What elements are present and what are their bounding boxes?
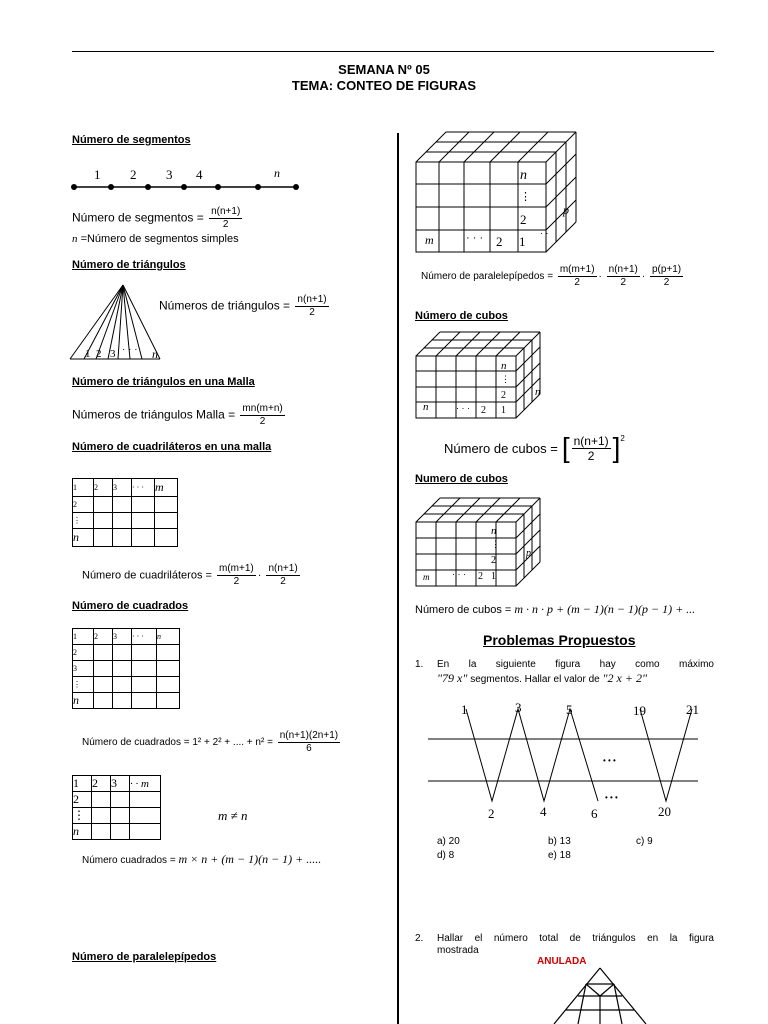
segment-label-4: 4 (196, 167, 203, 182)
cubes1-formula-num: n(n+1) (573, 433, 609, 448)
cube1-label-p: p (563, 203, 569, 217)
segment-label-3: 3 (166, 167, 173, 182)
mesh-formula-num: mn(m+n) (242, 403, 283, 414)
problem1-text-line1: En la siguiente figura hay como máximo (437, 659, 714, 670)
zigzag-dots-lower: • • • (605, 793, 618, 802)
segment-label-n: n (274, 166, 280, 180)
annulled-stamp: ANULADA (537, 956, 587, 967)
mesh-triangles-formula (72, 403, 287, 428)
squares-formula-lhs: Número de cuadrados = 1² + 2² + .... + n² = (82, 737, 273, 749)
parallelepipeds-heading: Número de paralelepípedos (72, 951, 217, 963)
zigzag-top-19: 19 (633, 703, 646, 718)
cubes2-label-2: 2 (491, 555, 496, 566)
squares-formula2-rhs: m × n + (m − 1)(n − 1) + ..... (178, 852, 322, 866)
quads-formula-lhs: Número de cuadriláteros = (82, 569, 212, 582)
right-bracket: ] (612, 432, 621, 463)
segment-label-2: 2 (130, 167, 137, 182)
quads-f2-den: 2 (280, 576, 286, 587)
quads-heading: Número de cuadriláteros en una malla (72, 441, 272, 453)
option-a: a) 20 (437, 836, 460, 847)
segments-formula-den: 2 (222, 219, 229, 230)
squares-grid2-cell: 1 (73, 776, 92, 792)
parallelepipeds-formula: Número de paralelepípedos = $\frac{m(m+1)}{2}$ · $\frac{n(n+1)}{2}$ · $\frac{p(p+1)}{2}$ (421, 264, 682, 288)
problem1-number: 1. (415, 659, 424, 670)
mesh-formula-lhs: Números de triángulos Malla = (72, 407, 236, 422)
pp-f1-num: m(m+1) (559, 264, 595, 275)
squares-formula (82, 730, 342, 755)
triangle-base-1: 1 (85, 348, 91, 360)
pp-f3-num: p(p+1) (651, 264, 682, 275)
squares-formula2-lhs: Número cuadrados = (82, 855, 176, 866)
cubes1-label-vdots: ⋮ (501, 374, 510, 384)
pp-formula-lhs: Número de paralelepípedos = (421, 271, 554, 283)
squares-grid2-cell: 3 (111, 776, 130, 792)
cube1-label-n: n (520, 168, 527, 183)
squares-grid-cell: ⋮ (73, 677, 94, 693)
cubes1-formula-den: 2 (587, 448, 595, 463)
squares-formula-2 (82, 852, 321, 867)
squares-grid-cell: n (157, 629, 180, 645)
segments-formula-lhs: Número de segmentos = (72, 210, 204, 225)
triangle-base-n: n (152, 347, 158, 361)
segments-diagram (68, 163, 308, 199)
problem1-text-mid: segmentos. Hallar el valor de (470, 674, 600, 685)
squares-grid-cell: 3 (113, 629, 132, 645)
cubes2-formula-lhs: Número de cubos = (415, 604, 512, 616)
zigzag-top-3: 3 (515, 700, 522, 715)
cubes2-label-1: 1 (491, 571, 496, 582)
squares-grid-cell: · · · (132, 629, 157, 645)
quads-f2-num: n(n+1) (268, 563, 298, 574)
quads-grid-cell: 3 (113, 479, 132, 497)
squares-grid-cell: 3 (73, 661, 94, 677)
quads-f1-num: m(m+1) (219, 563, 254, 574)
quads-grid-cell: n (73, 529, 94, 547)
problem2-triangle-figure (548, 966, 658, 1024)
cube1-label-m: m (425, 233, 434, 247)
cubes2-label-vdots: ⋮ (491, 539, 500, 549)
zigzag-bottom-2: 2 (488, 806, 495, 821)
pp-f1-den: 2 (574, 277, 580, 288)
problem1-quote-2x2: "2 x + 2" (602, 671, 647, 685)
mesh-formula-den: 2 (259, 416, 266, 427)
squares-grid2-cell: · · m (130, 776, 161, 792)
cubes1-label-dots: · · · (456, 403, 470, 413)
problems-title: Problemas Propuestos (483, 632, 636, 648)
option-c: c) 9 (636, 836, 653, 847)
top-rule (72, 51, 714, 52)
zigzag-dots-upper: • • • (603, 756, 616, 765)
triangles-formula-lhs: Números de triángulos = (159, 298, 291, 313)
zigzag-figure (428, 705, 712, 815)
m-not-equal-n: m ≠ n (218, 808, 248, 823)
cubes1-label-n: n (501, 360, 507, 372)
triangles-formula-den: 2 (309, 307, 315, 318)
quads-f1-den: 2 (233, 576, 240, 587)
quads-grid (72, 478, 178, 547)
squares-grid-2 (72, 775, 161, 840)
zigzag-top-5: 5 (566, 702, 573, 717)
cubes1-label-2b: 2 (481, 405, 486, 416)
option-d: d) 8 (437, 850, 455, 861)
triangle-base-3: 3 (110, 348, 116, 360)
squares-formula-den: 6 (306, 743, 312, 754)
segments-note-text: =Número de segmentos simples (80, 233, 239, 245)
cubes-heading-1: Número de cubos (415, 310, 508, 322)
squares-grid2-cell: ⋮ (73, 808, 92, 824)
triangles-formula-num: n(n+1) (297, 294, 327, 305)
squares-grid-cell: 1 (73, 629, 94, 645)
cubes-heading-2: Numero de cubos (415, 473, 508, 485)
problem1-quote-79x: "79 x" (437, 671, 468, 685)
quads-grid-cell: · · · (132, 479, 155, 497)
pp-f2-num: n(n+1) (608, 264, 638, 275)
quads-grid-cell: 1 (73, 479, 94, 497)
segments-note-var: n (72, 233, 78, 245)
squares-grid (72, 628, 180, 709)
zigzag-top-21: 21 (686, 702, 699, 717)
zigzag-top-1: 1 (461, 702, 468, 717)
cube1-label-1: 1 (519, 234, 526, 249)
cube1-label-diag-dots: · · (540, 228, 549, 238)
quads-grid-cell: ⋮ (73, 513, 94, 529)
squares-heading: Número de cuadrados (72, 600, 189, 612)
cubes-formula-1 (444, 432, 625, 464)
quads-grid-cell: m (155, 479, 178, 497)
problem2-text-line1: Hallar el número total de triángulos en la figura (437, 933, 714, 944)
cubes-formula-2 (415, 602, 695, 617)
left-bracket: [ (561, 432, 570, 463)
triangles-fan-diagram (68, 283, 164, 363)
segments-note (72, 233, 239, 245)
triangle-base-2: 2 (96, 348, 102, 360)
cubes1-label-n-left: n (423, 401, 429, 413)
triangles-formula (159, 294, 331, 319)
cube1-label-2b: 2 (496, 234, 503, 249)
cubes2-label-n: n (491, 525, 497, 537)
segment-label-1: 1 (94, 167, 101, 182)
cubes2-formula-rhs: m · n · p + (m − 1)(n − 1)(p − 1) + ... (514, 602, 696, 616)
squares-grid-cell: 2 (94, 629, 113, 645)
pp-f3-den: 2 (663, 277, 670, 288)
squares-grid2-cell: n (73, 824, 92, 840)
squares-grid-cell: 2 (73, 645, 94, 661)
cubes2-label-dots: · · · (452, 569, 466, 579)
quads-grid-cell: 2 (73, 497, 94, 513)
option-b: b) 13 (548, 836, 571, 847)
cubes1-label-n-side: n (535, 386, 541, 398)
problem2-text-line2: mostrada (437, 945, 479, 956)
segments-heading: Número de segmentos (72, 134, 191, 146)
column-divider (397, 133, 399, 1024)
cube1-label-dots: · · · (466, 232, 484, 244)
cube1-label-vdots: ⋮ (520, 191, 531, 203)
cubes1-exponent: 2 (620, 434, 625, 443)
mesh-triangles-heading: Número de triángulos en una Malla (72, 376, 255, 388)
zigzag-bottom-6: 6 (591, 806, 598, 821)
pp-f2-den: 2 (620, 277, 627, 288)
problem2-number: 2. (415, 933, 424, 944)
cubes1-label-2: 2 (501, 390, 506, 401)
zigzag-bottom-4: 4 (540, 804, 547, 819)
quads-grid-cell: 2 (94, 479, 113, 497)
cubes2-label-m: m (423, 572, 430, 582)
triangles-heading: Número de triángulos (72, 259, 186, 271)
squares-grid-cell: n (73, 693, 94, 709)
segments-formula-num: n(n+1) (211, 206, 241, 217)
problem1-text-line2 (437, 671, 647, 686)
cubes1-formula-lhs: Número de cubos = (444, 440, 558, 456)
squares-grid2-cell: 2 (92, 776, 111, 792)
cubes1-label-1: 1 (501, 405, 506, 416)
squares-formula-num: n(n+1)(2n+1) (279, 730, 339, 741)
squares-grid2-cell: 2 (73, 792, 92, 808)
triangle-base-dots: · · · (122, 344, 138, 355)
zigzag-bottom-20: 20 (658, 804, 671, 819)
option-e: e) 18 (548, 850, 571, 861)
week-title: SEMANA Nº 05 (338, 62, 430, 77)
cube1-label-2: 2 (520, 212, 527, 227)
segments-formula (72, 206, 244, 231)
topic-title: TEMA: CONTEO DE FIGURAS (291, 78, 477, 93)
cubes-diagram-2 (414, 494, 554, 590)
cubes2-label-p: p (526, 548, 531, 559)
quads-formula: Número de cuadriláteros = $\frac{m(m+1)}{2}$ · $\frac{n(n+1)}{2}$ (82, 563, 298, 587)
cubes2-label-2b: 2 (478, 571, 483, 582)
